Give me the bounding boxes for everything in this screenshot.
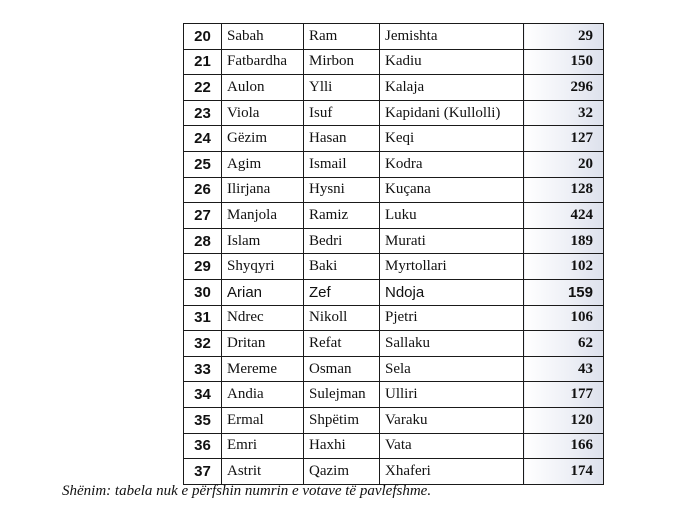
candidate-name: Andia <box>222 382 304 408</box>
vote-count: 102 <box>524 254 604 280</box>
candidate-name: Ermal <box>222 407 304 433</box>
table-row <box>184 49 604 75</box>
candidate-surname: Ulliri <box>380 382 524 408</box>
candidate-surname: Pjetri <box>380 305 524 331</box>
father-name: Refat <box>304 331 380 357</box>
candidate-surname: Kalaja <box>380 75 524 101</box>
candidate-surname: Myrtollari <box>380 254 524 280</box>
candidate-surname: Sela <box>380 356 524 382</box>
table-row <box>184 151 604 177</box>
table-row <box>184 203 604 229</box>
candidate-surname: Keqi <box>380 126 524 152</box>
vote-count: 43 <box>524 356 604 382</box>
candidate-name: Mereme <box>222 356 304 382</box>
candidate-name: Gëzim <box>222 126 304 152</box>
row-number: 24 <box>184 126 222 152</box>
vote-count: 177 <box>524 382 604 408</box>
row-number: 28 <box>184 228 222 254</box>
father-name: Zef <box>304 279 380 305</box>
candidate-votes-table <box>183 23 604 485</box>
table-row <box>184 75 604 101</box>
row-number: 32 <box>184 331 222 357</box>
row-number: 33 <box>184 356 222 382</box>
row-number: 25 <box>184 151 222 177</box>
father-name: Haxhi <box>304 433 380 459</box>
candidate-surname: Ndoja <box>380 279 524 305</box>
table-row <box>184 356 604 382</box>
row-number: 22 <box>184 75 222 101</box>
row-number: 36 <box>184 433 222 459</box>
candidate-name: Aulon <box>222 75 304 101</box>
candidate-surname: Kodra <box>380 151 524 177</box>
row-number: 35 <box>184 407 222 433</box>
father-name: Sulejman <box>304 382 380 408</box>
father-name: Nikoll <box>304 305 380 331</box>
candidate-name: Ilirjana <box>222 177 304 203</box>
row-number: 34 <box>184 382 222 408</box>
table-row <box>184 279 604 305</box>
candidate-surname: Murati <box>380 228 524 254</box>
row-number: 30 <box>184 279 222 305</box>
father-name: Hasan <box>304 126 380 152</box>
row-number: 27 <box>184 203 222 229</box>
candidate-surname: Varaku <box>380 407 524 433</box>
table-row <box>184 24 604 50</box>
father-name: Baki <box>304 254 380 280</box>
candidate-name: Emri <box>222 433 304 459</box>
father-name: Isuf <box>304 100 380 126</box>
table-row <box>184 100 604 126</box>
row-number: 29 <box>184 254 222 280</box>
candidate-name: Viola <box>222 100 304 126</box>
candidate-name: Agim <box>222 151 304 177</box>
vote-count: 150 <box>524 49 604 75</box>
table-row <box>184 407 604 433</box>
vote-count: 32 <box>524 100 604 126</box>
candidate-name: Arian <box>222 279 304 305</box>
table-row <box>184 433 604 459</box>
candidate-name: Fatbardha <box>222 49 304 75</box>
candidate-surname: Xhaferi <box>380 459 524 485</box>
father-name: Shpëtim <box>304 407 380 433</box>
vote-count: 296 <box>524 75 604 101</box>
table-row <box>184 459 604 485</box>
vote-count: 424 <box>524 203 604 229</box>
vote-count: 120 <box>524 407 604 433</box>
candidate-surname: Luku <box>380 203 524 229</box>
father-name: Qazim <box>304 459 380 485</box>
vote-count: 174 <box>524 459 604 485</box>
father-name: Hysni <box>304 177 380 203</box>
candidate-votes-table-container <box>183 23 598 485</box>
father-name: Mirbon <box>304 49 380 75</box>
candidate-name: Sabah <box>222 24 304 50</box>
father-name: Ramiz <box>304 203 380 229</box>
candidate-name: Shyqyri <box>222 254 304 280</box>
vote-count: 29 <box>524 24 604 50</box>
candidate-surname: Jemishta <box>380 24 524 50</box>
candidate-surname: Sallaku <box>380 331 524 357</box>
table-row <box>184 382 604 408</box>
father-name: Osman <box>304 356 380 382</box>
vote-count: 62 <box>524 331 604 357</box>
candidate-name: Ndrec <box>222 305 304 331</box>
table-row <box>184 228 604 254</box>
vote-count: 128 <box>524 177 604 203</box>
vote-count: 20 <box>524 151 604 177</box>
vote-count: 127 <box>524 126 604 152</box>
father-name: Ylli <box>304 75 380 101</box>
candidate-name: Dritan <box>222 331 304 357</box>
candidate-name: Islam <box>222 228 304 254</box>
row-number: 23 <box>184 100 222 126</box>
vote-count: 159 <box>524 279 604 305</box>
father-name: Bedri <box>304 228 380 254</box>
candidate-surname: Kadiu <box>380 49 524 75</box>
table-row <box>184 177 604 203</box>
table-row <box>184 305 604 331</box>
row-number: 21 <box>184 49 222 75</box>
candidate-surname: Vata <box>380 433 524 459</box>
row-number: 31 <box>184 305 222 331</box>
father-name: Ram <box>304 24 380 50</box>
candidate-name: Astrit <box>222 459 304 485</box>
row-number: 26 <box>184 177 222 203</box>
vote-count: 189 <box>524 228 604 254</box>
row-number: 20 <box>184 24 222 50</box>
table-row <box>184 254 604 280</box>
table-row <box>184 126 604 152</box>
vote-count: 166 <box>524 433 604 459</box>
row-number: 37 <box>184 459 222 485</box>
candidate-surname: Kuçana <box>380 177 524 203</box>
father-name: Ismail <box>304 151 380 177</box>
footnote: Shënim: tabela nuk e përfshin numrin e votave të pavlefshme. <box>62 483 432 499</box>
vote-count: 106 <box>524 305 604 331</box>
candidate-surname: Kapidani (Kullolli) <box>380 100 524 126</box>
table-row <box>184 331 604 357</box>
candidate-name: Manjola <box>222 203 304 229</box>
